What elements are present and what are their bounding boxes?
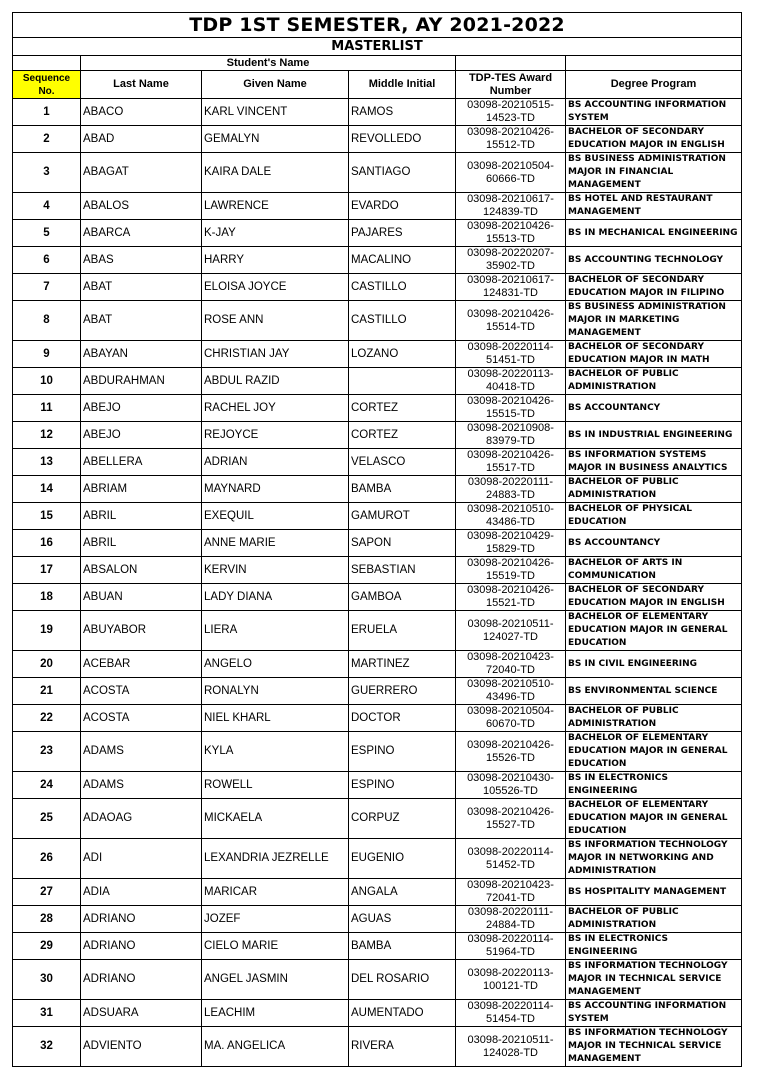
cell-award-number: 03098-20210511-124028-TD <box>456 1027 566 1067</box>
cell-given-name: ANNE MARIE <box>202 530 349 557</box>
cell-degree-program: BS ACCOUNTING INFORMATION SYSTEM <box>566 99 742 126</box>
document-title: TDP 1ST SEMESTER, AY 2021-2022 <box>13 13 742 38</box>
cell-degree-program: BS INFORMATION TECHNOLOGY MAJOR IN NETWORKING AND ADMINISTRATION <box>566 839 742 879</box>
table-row <box>13 678 742 705</box>
cell-given-name: K-JAY <box>202 220 349 247</box>
cell-award-number: 03098-20210426-15515-TD <box>456 395 566 422</box>
cell-given-name: ROWELL <box>202 772 349 799</box>
table-row <box>13 476 742 503</box>
cell-degree-program: BS IN CIVIL ENGINEERING <box>566 651 742 678</box>
cell-award-number: 03098-20210430-105526-TD <box>456 772 566 799</box>
header-last-name: Last Name <box>81 71 202 99</box>
table-row <box>13 126 742 153</box>
cell-middle-initial <box>349 368 456 395</box>
cell-given-name: LEXANDRIA JEZRELLE <box>202 839 349 879</box>
cell-given-name: KYLA <box>202 732 349 772</box>
cell-sequence: 3 <box>13 153 81 193</box>
cell-last-name: ABACO <box>81 99 202 126</box>
cell-degree-program: BACHELOR OF SECONDARY EDUCATION MAJOR IN FILIPINO <box>566 274 742 301</box>
table-row <box>13 839 742 879</box>
table-row <box>13 705 742 732</box>
cell-award-number: 03098-20210426-15514-TD <box>456 301 566 341</box>
cell-degree-program: BACHELOR OF ELEMENTARY EDUCATION MAJOR IN GENERAL EDUCATION <box>566 611 742 651</box>
cell-degree-program: BACHELOR OF PUBLIC ADMINISTRATION <box>566 906 742 933</box>
cell-last-name: ADAMS <box>81 732 202 772</box>
cell-given-name: KARL VINCENT <box>202 99 349 126</box>
cell-sequence: 20 <box>13 651 81 678</box>
cell-last-name: ABRIL <box>81 503 202 530</box>
header-award-number: TDP-TES Award Number <box>456 71 566 99</box>
cell-given-name: KAIRA DALE <box>202 153 349 193</box>
cell-degree-program: BS IN ELECTRONICS ENGINEERING <box>566 933 742 960</box>
cell-middle-initial: PAJARES <box>349 220 456 247</box>
table-row <box>13 530 742 557</box>
cell-degree-program: BS ENVIRONMENTAL SCIENCE <box>566 678 742 705</box>
cell-middle-initial: AUMENTADO <box>349 1000 456 1027</box>
cell-last-name: ABEJO <box>81 422 202 449</box>
table-row <box>13 341 742 368</box>
cell-award-number: 03098-20210426-15521-TD <box>456 584 566 611</box>
header-sequence: Sequence No. <box>13 71 81 99</box>
cell-middle-initial: MARTINEZ <box>349 651 456 678</box>
cell-award-number: 03098-20210423-72041-TD <box>456 879 566 906</box>
table-row <box>13 247 742 274</box>
cell-award-number: 03098-20210426-15513-TD <box>456 220 566 247</box>
cell-middle-initial: ERUELA <box>349 611 456 651</box>
cell-award-number: 03098-20220114-51964-TD <box>456 933 566 960</box>
cell-given-name: ROSE ANN <box>202 301 349 341</box>
cell-given-name: LADY DIANA <box>202 584 349 611</box>
cell-award-number: 03098-20210504-60670-TD <box>456 705 566 732</box>
cell-sequence: 15 <box>13 503 81 530</box>
cell-middle-initial: DOCTOR <box>349 705 456 732</box>
table-row <box>13 153 742 193</box>
cell-degree-program: BS IN ELECTRONICS ENGINEERING <box>566 772 742 799</box>
cell-award-number: 03098-20210510-43486-TD <box>456 503 566 530</box>
cell-sequence: 4 <box>13 193 81 220</box>
cell-middle-initial: CORTEZ <box>349 395 456 422</box>
cell-given-name: MA. ANGELICA <box>202 1027 349 1067</box>
cell-given-name: GEMALYN <box>202 126 349 153</box>
cell-middle-initial: SEBASTIAN <box>349 557 456 584</box>
cell-sequence: 12 <box>13 422 81 449</box>
cell-given-name: RONALYN <box>202 678 349 705</box>
table-row <box>13 422 742 449</box>
header-degree-program: Degree Program <box>566 71 742 99</box>
cell-last-name: ADRIANO <box>81 906 202 933</box>
cell-given-name: EXEQUIL <box>202 503 349 530</box>
cell-degree-program: BACHELOR OF PUBLIC ADMINISTRATION <box>566 476 742 503</box>
table-row <box>13 557 742 584</box>
cell-sequence: 17 <box>13 557 81 584</box>
cell-last-name: ABSALON <box>81 557 202 584</box>
table-row <box>13 220 742 247</box>
table-row <box>13 772 742 799</box>
cell-middle-initial: CORTEZ <box>349 422 456 449</box>
table-row <box>13 274 742 301</box>
table-row <box>13 301 742 341</box>
cell-last-name: ABARCA <box>81 220 202 247</box>
cell-award-number: 03098-20210429-15829-TD <box>456 530 566 557</box>
table-row <box>13 193 742 220</box>
cell-given-name: ANGEL JASMIN <box>202 960 349 1000</box>
cell-middle-initial: EVARDO <box>349 193 456 220</box>
cell-last-name: ADAMS <box>81 772 202 799</box>
cell-sequence: 22 <box>13 705 81 732</box>
cell-degree-program: BACHELOR OF PUBLIC ADMINISTRATION <box>566 368 742 395</box>
cell-award-number: 03098-20210426-15512-TD <box>456 126 566 153</box>
cell-last-name: ACEBAR <box>81 651 202 678</box>
cell-degree-program: BACHELOR OF ARTS IN COMMUNICATION <box>566 557 742 584</box>
cell-sequence: 16 <box>13 530 81 557</box>
cell-sequence: 18 <box>13 584 81 611</box>
cell-last-name: ADVIENTO <box>81 1027 202 1067</box>
cell-middle-initial: SANTIAGO <box>349 153 456 193</box>
cell-award-number: 03098-20210511-124027-TD <box>456 611 566 651</box>
cell-award-number: 03098-20210426-15517-TD <box>456 449 566 476</box>
cell-award-number: 03098-20210426-15527-TD <box>456 799 566 839</box>
cell-given-name: CIELO MARIE <box>202 933 349 960</box>
cell-middle-initial: GAMBOA <box>349 584 456 611</box>
cell-given-name: ADRIAN <box>202 449 349 476</box>
masterlist-rows <box>13 99 742 1067</box>
cell-last-name: ABAGAT <box>81 153 202 193</box>
cell-middle-initial: ESPINO <box>349 732 456 772</box>
cell-given-name: RACHEL JOY <box>202 395 349 422</box>
cell-award-number: 03098-20210617-124839-TD <box>456 193 566 220</box>
cell-given-name: JOZEF <box>202 906 349 933</box>
header-students-name: Student's Name <box>81 56 456 71</box>
cell-sequence: 30 <box>13 960 81 1000</box>
cell-middle-initial: AGUAS <box>349 906 456 933</box>
table-row <box>13 960 742 1000</box>
cell-middle-initial: LOZANO <box>349 341 456 368</box>
cell-sequence: 26 <box>13 839 81 879</box>
document-subtitle: MASTERLIST <box>13 38 742 56</box>
cell-award-number: 03098-20220114-51452-TD <box>456 839 566 879</box>
table-row <box>13 799 742 839</box>
cell-sequence: 6 <box>13 247 81 274</box>
cell-degree-program: BS BUSINESS ADMINISTRATION MAJOR IN FINANCIAL MANAGEMENT <box>566 153 742 193</box>
masterlist-table <box>12 12 742 1067</box>
table-row <box>13 1027 742 1067</box>
header-blank-degree <box>566 56 742 71</box>
masterlist-sheet <box>12 12 740 1067</box>
cell-sequence: 11 <box>13 395 81 422</box>
cell-given-name: REJOYCE <box>202 422 349 449</box>
table-row <box>13 1000 742 1027</box>
table-row <box>13 651 742 678</box>
cell-sequence: 24 <box>13 772 81 799</box>
cell-degree-program: BS BUSINESS ADMINISTRATION MAJOR IN MARKETING MANAGEMENT <box>566 301 742 341</box>
cell-given-name: ELOISA JOYCE <box>202 274 349 301</box>
cell-degree-program: BACHELOR OF ELEMENTARY EDUCATION MAJOR IN GENERAL EDUCATION <box>566 799 742 839</box>
table-row <box>13 395 742 422</box>
cell-middle-initial: VELASCO <box>349 449 456 476</box>
cell-degree-program: BS IN INDUSTRIAL ENGINEERING <box>566 422 742 449</box>
cell-middle-initial: RIVERA <box>349 1027 456 1067</box>
cell-degree-program: BS HOTEL AND RESTAURANT MANAGEMENT <box>566 193 742 220</box>
cell-last-name: ABAYAN <box>81 341 202 368</box>
cell-sequence: 14 <box>13 476 81 503</box>
cell-sequence: 9 <box>13 341 81 368</box>
cell-given-name: NIEL KHARL <box>202 705 349 732</box>
cell-last-name: ACOSTA <box>81 705 202 732</box>
cell-degree-program: BS ACCOUNTING TECHNOLOGY <box>566 247 742 274</box>
cell-middle-initial: GUERRERO <box>349 678 456 705</box>
cell-given-name: HARRY <box>202 247 349 274</box>
cell-degree-program: BS ACCOUNTANCY <box>566 530 742 557</box>
cell-last-name: ADRIANO <box>81 960 202 1000</box>
cell-middle-initial: EUGENIO <box>349 839 456 879</box>
cell-middle-initial: SAPON <box>349 530 456 557</box>
cell-given-name: LIERA <box>202 611 349 651</box>
cell-sequence: 27 <box>13 879 81 906</box>
table-row <box>13 732 742 772</box>
cell-degree-program: BACHELOR OF ELEMENTARY EDUCATION MAJOR IN GENERAL EDUCATION <box>566 732 742 772</box>
cell-last-name: ADI <box>81 839 202 879</box>
cell-sequence: 5 <box>13 220 81 247</box>
cell-last-name: ABRIAM <box>81 476 202 503</box>
cell-middle-initial: RAMOS <box>349 99 456 126</box>
table-row <box>13 449 742 476</box>
cell-degree-program: BACHELOR OF PHYSICAL EDUCATION <box>566 503 742 530</box>
cell-middle-initial: REVOLLEDO <box>349 126 456 153</box>
cell-last-name: ABUAN <box>81 584 202 611</box>
cell-award-number: 03098-20210617-124831-TD <box>456 274 566 301</box>
table-row <box>13 584 742 611</box>
cell-degree-program: BS INFORMATION SYSTEMS MAJOR IN BUSINESS ANALYTICS <box>566 449 742 476</box>
cell-middle-initial: ANGALA <box>349 879 456 906</box>
cell-award-number: 03098-20210423-72040-TD <box>456 651 566 678</box>
table-row <box>13 503 742 530</box>
cell-sequence: 32 <box>13 1027 81 1067</box>
cell-last-name: ABAD <box>81 126 202 153</box>
cell-degree-program: BACHELOR OF SECONDARY EDUCATION MAJOR IN ENGLISH <box>566 126 742 153</box>
cell-last-name: ABAS <box>81 247 202 274</box>
cell-degree-program: BACHELOR OF PUBLIC ADMINISTRATION <box>566 705 742 732</box>
cell-last-name: ABAT <box>81 274 202 301</box>
cell-degree-program: BS HOSPITALITY MANAGEMENT <box>566 879 742 906</box>
cell-given-name: ABDUL RAZID <box>202 368 349 395</box>
cell-award-number: 03098-20220114-51454-TD <box>456 1000 566 1027</box>
table-row <box>13 879 742 906</box>
cell-sequence: 2 <box>13 126 81 153</box>
cell-award-number: 03098-20220114-51451-TD <box>456 341 566 368</box>
table-row <box>13 368 742 395</box>
header-middle-initial: Middle Initial <box>349 71 456 99</box>
cell-award-number: 03098-20210426-15519-TD <box>456 557 566 584</box>
cell-sequence: 19 <box>13 611 81 651</box>
cell-sequence: 25 <box>13 799 81 839</box>
cell-sequence: 23 <box>13 732 81 772</box>
cell-award-number: 03098-20210515-14523-TD <box>456 99 566 126</box>
cell-given-name: CHRISTIAN JAY <box>202 341 349 368</box>
cell-sequence: 10 <box>13 368 81 395</box>
header-blank-award <box>456 56 566 71</box>
cell-award-number: 03098-20210908-83979-TD <box>456 422 566 449</box>
cell-given-name: LAWRENCE <box>202 193 349 220</box>
cell-middle-initial: ESPINO <box>349 772 456 799</box>
cell-last-name: ACOSTA <box>81 678 202 705</box>
table-row <box>13 906 742 933</box>
table-row <box>13 611 742 651</box>
cell-middle-initial: BAMBA <box>349 933 456 960</box>
cell-last-name: ABRIL <box>81 530 202 557</box>
table-row <box>13 99 742 126</box>
cell-degree-program: BACHELOR OF SECONDARY EDUCATION MAJOR IN MATH <box>566 341 742 368</box>
cell-sequence: 13 <box>13 449 81 476</box>
cell-middle-initial: GAMUROT <box>349 503 456 530</box>
cell-award-number: 03098-20210504-60666-TD <box>456 153 566 193</box>
cell-award-number: 03098-20220207-35902-TD <box>456 247 566 274</box>
cell-middle-initial: MACALINO <box>349 247 456 274</box>
table-row <box>13 933 742 960</box>
cell-given-name: ANGELO <box>202 651 349 678</box>
cell-award-number: 03098-20220111-24883-TD <box>456 476 566 503</box>
cell-award-number: 03098-20210426-15526-TD <box>456 732 566 772</box>
cell-last-name: ABEJO <box>81 395 202 422</box>
cell-sequence: 8 <box>13 301 81 341</box>
cell-middle-initial: DEL ROSARIO <box>349 960 456 1000</box>
cell-degree-program: BS ACCOUNTING INFORMATION SYSTEM <box>566 1000 742 1027</box>
cell-given-name: MARICAR <box>202 879 349 906</box>
cell-last-name: ADIA <box>81 879 202 906</box>
cell-award-number: 03098-20220113-40418-TD <box>456 368 566 395</box>
cell-middle-initial: CORPUZ <box>349 799 456 839</box>
cell-last-name: ABALOS <box>81 193 202 220</box>
cell-given-name: MICKAELA <box>202 799 349 839</box>
cell-last-name: ADRIANO <box>81 933 202 960</box>
cell-degree-program: BS IN MECHANICAL ENGINEERING <box>566 220 742 247</box>
cell-sequence: 29 <box>13 933 81 960</box>
cell-award-number: 03098-20210510-43496-TD <box>456 678 566 705</box>
cell-degree-program: BS INFORMATION TECHNOLOGY MAJOR IN TECHNICAL SERVICE MANAGEMENT <box>566 1027 742 1067</box>
cell-award-number: 03098-20220111-24884-TD <box>456 906 566 933</box>
cell-last-name: ABELLERA <box>81 449 202 476</box>
cell-award-number: 03098-20220113-100121-TD <box>456 960 566 1000</box>
cell-sequence: 7 <box>13 274 81 301</box>
cell-last-name: ABDURAHMAN <box>81 368 202 395</box>
cell-last-name: ADAOAG <box>81 799 202 839</box>
cell-degree-program: BS ACCOUNTANCY <box>566 395 742 422</box>
cell-last-name: ABAT <box>81 301 202 341</box>
cell-middle-initial: CASTILLO <box>349 301 456 341</box>
cell-given-name: KERVIN <box>202 557 349 584</box>
cell-given-name: MAYNARD <box>202 476 349 503</box>
header-given-name: Given Name <box>202 71 349 99</box>
cell-last-name: ADSUARA <box>81 1000 202 1027</box>
cell-middle-initial: CASTILLO <box>349 274 456 301</box>
cell-given-name: LEACHIM <box>202 1000 349 1027</box>
cell-degree-program: BACHELOR OF SECONDARY EDUCATION MAJOR IN ENGLISH <box>566 584 742 611</box>
cell-last-name: ABUYABOR <box>81 611 202 651</box>
cell-sequence: 1 <box>13 99 81 126</box>
cell-sequence: 21 <box>13 678 81 705</box>
cell-sequence: 31 <box>13 1000 81 1027</box>
cell-sequence: 28 <box>13 906 81 933</box>
cell-middle-initial: BAMBA <box>349 476 456 503</box>
cell-degree-program: BS INFORMATION TECHNOLOGY MAJOR IN TECHNICAL SERVICE MANAGEMENT <box>566 960 742 1000</box>
header-blank-seq <box>13 56 81 71</box>
